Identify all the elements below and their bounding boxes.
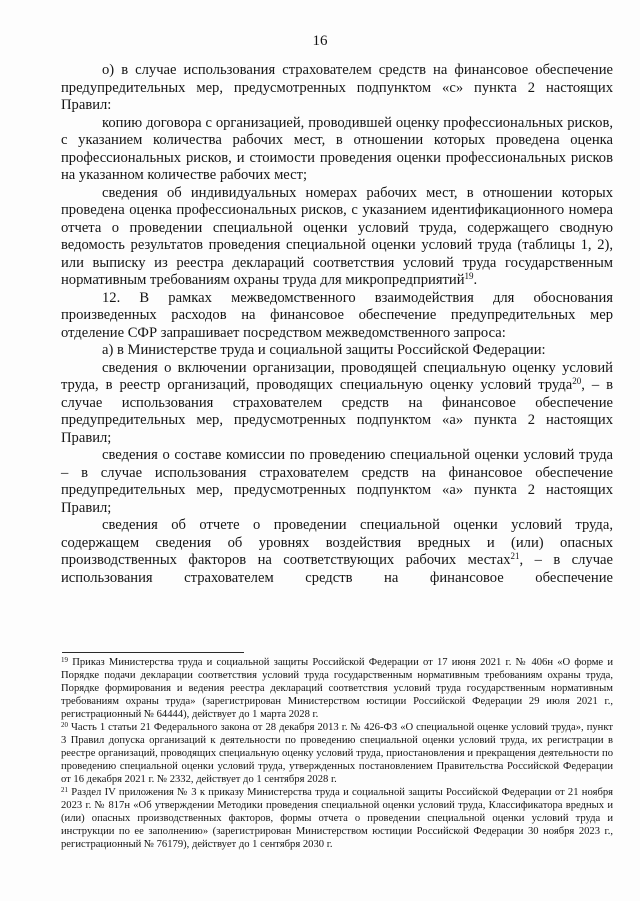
- paragraph-workplace-numbers: сведения об индивидуальных номерах рабочих мест, в отношении которых проведена оценка профессиональных рисков, с указанием идентификационного номера отчета о проведении специальной оценки условий труда, содержащего сводную ведомость результатов проведения специальной оценки условий труда (таблицы 1, 2), или выписку из реестра деклараций соответствия условий труда государственным нормативным требованиям охраны труда для микропредприятий$^{19}$.: [61, 184, 613, 288]
- paragraph-assessment-report: сведения об отчете о проведении специальной оценки условий труда, содержащем сведения об уровнях воздействия вредных и (или) опасных производственных факторов на соответствующих рабочих местах$^{21}$, – в случае использования страхователем средств на финансовое обеспечение: [61, 517, 613, 586]
- footnote-19: $^{19}$ Приказ Министерства труда и социальной защиты Российской Федерации от 17 июня 2021 г. № 406н «О форме и Порядке подачи декларации соответствия условий труда государственным нормативным требованиям охраны труда, Порядке формирования и ведения реестра деклараций соответствия условий труда государственным нормативным требованиям охраны труда» (зарегистрирован Министерством юстиции Российской Федерации 29 июля 2021 г., регистрационный № 64444), действует до 1 марта 2028 г.: [61, 656, 613, 720]
- paragraph-contract-copy: копию договора с организацией, проводившей оценку профессиональных рисков, с указанием количества рабочих мест, в отношении которых проведена оценка профессиональных рисков, и стоимости проведения оценки профессиональных рисков на указанном количестве рабочих мест;: [61, 114, 613, 183]
- footnotes-section: [61, 657, 613, 852]
- paragraph-registry-inclusion: сведения о включении организации, проводящей специальную оценку условий труда, в реестр организаций, проводящих специальную оценку условий труда$^{20}$, – в случае использования страхователем средств на финансовое обеспечение предупредительных мер, предусмотренных подпунктом «а» пункта 2 настоящих Правил;: [61, 359, 613, 446]
- footnote-ref-20: 20: [572, 376, 582, 386]
- footnote-ref-19: 19: [464, 271, 474, 281]
- footnote-20: $^{20}$ Часть 1 статьи 21 Федерального закона от 28 декабря 2013 г. № 426-ФЗ «О специальной оценке условий труда», пункт 3 Правил допуска организаций к деятельности по проведению специальной оценки условий труда, их регистрации в реестре организаций, проводящих специальную оценку условий труда, приостановления и прекращения деятельности по проведению специальной оценки условий труда, утвержденных постановлением Правительства Российской Федерации от 16 декабря 2021 г. № 2332, действует до 1 сентября 2028 г.: [61, 721, 613, 785]
- footnote-divider: [62, 652, 244, 653]
- paragraph-commission-composition: сведения о составе комиссии по проведению специальной оценки условий труда – в случае использования страхователем средств на финансовое обеспечение предупредительных мер, предусмотренных подпунктом «а» пункта 2 настоящих Правил;: [61, 447, 613, 516]
- main-text: [61, 62, 613, 587]
- paragraph-item-12: 12. В рамках межведомственного взаимодействия для обоснования произведенных расходов на финансовое обеспечение предупредительных мер отделение СФР запрашивает посредством межведомственного запроса:: [61, 289, 613, 341]
- footnote-21: $^{21}$ Раздел IV приложения № 3 к приказу Министерства труда и социальной защиты Российской Федерации от 21 ноября 2023 г. № 817н «Об утверждении Методики проведения специальной оценки условий труда, Классификатора вредных и (или) опасных производственных факторов, формы отчета о проведении специальной оценки условий труда и инструкции по ее заполнению» (зарегистрирован Министерством юстиции Российской Федерации 30 ноября 2023 г., регистрационный № 76179), действует до 1 сентября 2030 г.: [61, 786, 613, 850]
- paragraph-item-o: о) в случае использования страхователем средств на финансовое обеспечение предупредительных мер, предусмотренных подпунктом «с» пункта 2 настоящих Правил:: [61, 62, 613, 113]
- footnote-ref-21: 21: [510, 551, 520, 561]
- page-number: 16: [312, 33, 328, 49]
- paragraph-item-a: а) в Министерстве труда и социальной защиты Российской Федерации:: [102, 342, 546, 358]
